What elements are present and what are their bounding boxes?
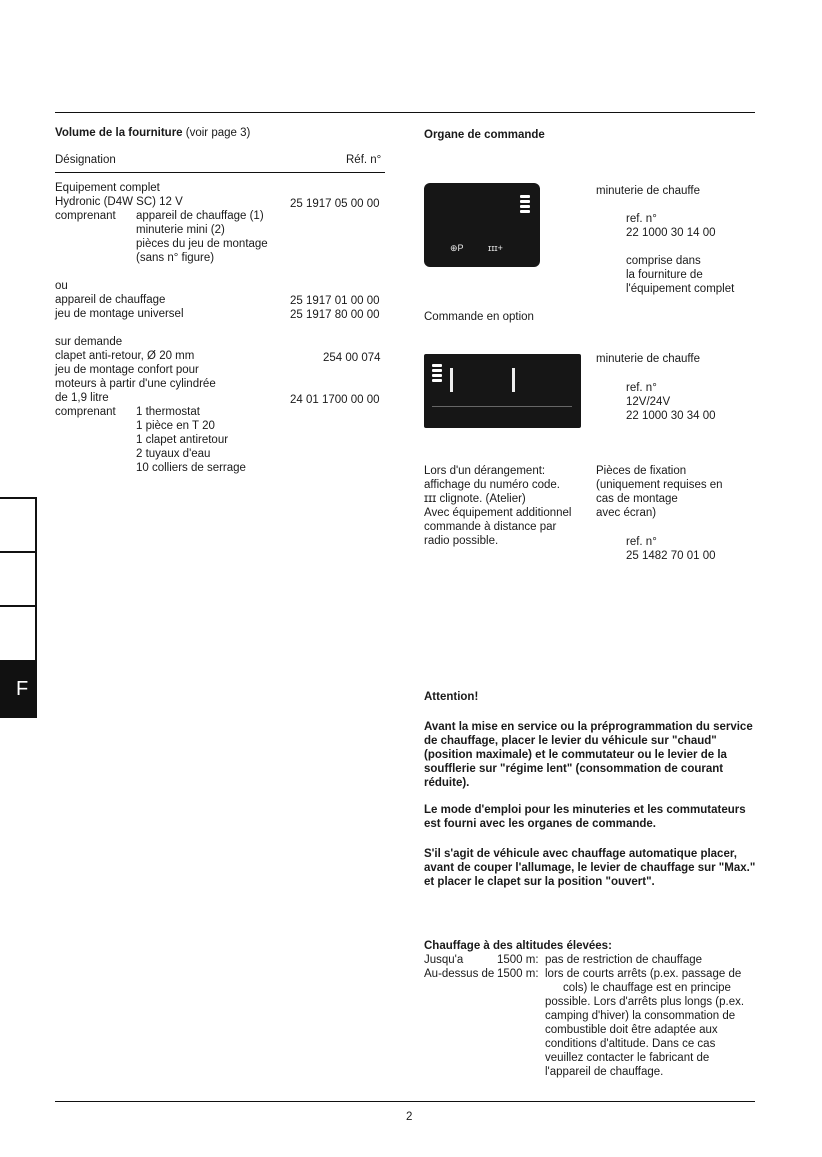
display-segment	[512, 368, 515, 392]
info-line: (uniquement requises en	[596, 479, 723, 491]
controls-title: Organe de commande	[424, 129, 545, 141]
note-line: l'équipement complet	[626, 283, 735, 295]
list-item: moteurs à partir d'une cylindrée	[55, 378, 216, 390]
tab-line-vertical	[35, 497, 37, 662]
tab-mark-1	[0, 497, 36, 499]
page-number: 2	[406, 1111, 413, 1123]
timer2-ref-label: ref. n°	[626, 382, 657, 394]
info-line: avec écran)	[596, 507, 657, 519]
timer2-name: minuterie de chauffe	[596, 353, 700, 365]
info-line: Avec équipement additionnel	[424, 507, 572, 519]
info-line: cas de montage	[596, 493, 678, 505]
option-label: Commande en option	[424, 311, 534, 323]
or-label: ou	[55, 280, 68, 292]
complete-title: Equipement complet	[55, 182, 160, 194]
heater-ref: 25 1917 01 00 00	[290, 295, 380, 307]
comprenant-label-2: comprenant	[55, 406, 116, 418]
language-tab-letter: F	[16, 678, 29, 700]
info-line: camping d'hiver) la consommation de	[545, 1010, 736, 1022]
info-line: cols) le chauffage est en principe	[563, 982, 731, 994]
attention-paragraph-2: Le mode d'emploi pour les minuteries et les commutateurs est fourni avec les organes de commande.	[424, 804, 746, 830]
list-item: pièces du jeu de montage	[136, 238, 268, 250]
tab-mark-3	[0, 605, 36, 607]
list-item: de 1,9 litre	[55, 392, 109, 404]
comfort-items	[136, 405, 246, 475]
timer1-ref-label: ref. n°	[626, 213, 657, 225]
fault-info	[424, 464, 571, 548]
fixing-parts	[596, 464, 723, 520]
display-segment	[450, 368, 453, 392]
col-ref: Réf. n°	[346, 154, 382, 166]
button-row-icon	[432, 406, 572, 421]
col-designation: Désignation	[55, 154, 116, 166]
list-item: 10 colliers de serrage	[136, 462, 246, 474]
comfort-ref: 24 01 1700 00 00	[290, 394, 380, 406]
timer2-ref: 22 1000 30 34 00	[626, 410, 716, 422]
note-line: comprise dans	[626, 255, 701, 267]
valve-ref: 254 00 074	[323, 352, 381, 364]
heater-logo-icon	[432, 362, 442, 384]
fix-ref: 25 1482 70 01 00	[626, 550, 716, 562]
supply-title: Volume de la fourniture (voir page 3)	[55, 127, 251, 139]
kit-ref: 25 1917 80 00 00	[290, 309, 380, 321]
attention-paragraph-1: Avant la mise en service ou la préprogrammation du service de chauffage, placer le levier du véhicule sur "chaud" (position maximale) et le commutateur ou le levier de la soufflerie sur "régime lent" (consommation de courant réduite).	[424, 721, 753, 789]
heater-logo-icon	[520, 193, 530, 215]
alt2-label: Au-dessus de	[424, 968, 495, 980]
list-item: 1 pièce en T 20	[136, 420, 215, 432]
info-line: l'appareil de chauffage.	[545, 1066, 664, 1078]
info-line: Pièces de fixation	[596, 465, 687, 477]
heat-button-label: ɪɪɪ+	[488, 243, 503, 253]
info-line: ɪɪɪ clignote. (Atelier)	[424, 493, 526, 505]
altitude-title: Chauffage à des altitudes élevées:	[424, 940, 612, 952]
list-item: (sans n° figure)	[136, 252, 215, 264]
info-line: conditions d'altitude. Dans ce cas	[545, 1038, 716, 1050]
language-tab	[0, 660, 37, 718]
kit-label: jeu de montage universel	[55, 308, 184, 320]
alt2-value: 1500 m:	[497, 968, 539, 980]
heater-label: appareil de chauffage	[55, 294, 166, 306]
info-line: lors de courts arrêts (p.ex. passage de	[545, 968, 742, 980]
alt1-label: Jusqu'a	[424, 954, 464, 966]
header-rule	[55, 172, 385, 173]
comprenant-label: comprenant	[55, 210, 116, 222]
list-item: jeu de montage confort pour	[55, 364, 199, 376]
alt1-text: pas de restriction de chauffage	[545, 954, 703, 966]
timer2-voltage: 12V/24V	[626, 396, 671, 408]
tab-mark-2	[0, 551, 36, 553]
note-line: la fourniture de	[626, 269, 703, 281]
top-rule	[55, 112, 755, 113]
optional-timer-image	[424, 354, 581, 428]
alt2-text	[545, 967, 744, 1079]
complete-ref: 25 1917 05 00 00	[290, 198, 380, 210]
list-item: 2 tuyaux d'eau	[136, 448, 211, 460]
complete-name: Hydronic (D4W SC) 12 V	[55, 196, 183, 208]
list-item: appareil de chauffage (1)	[136, 210, 264, 222]
fix-ref-label: ref. n°	[626, 536, 657, 548]
timer1-note	[626, 254, 734, 296]
mini-timer-image	[424, 183, 540, 267]
list-item: minuterie mini (2)	[136, 224, 225, 236]
comfort-kit	[55, 363, 216, 405]
attention-heading: Attention!	[424, 691, 479, 703]
info-line: veuillez contacter le fabricant de	[545, 1052, 710, 1064]
info-line: Lors d'un dérangement:	[424, 465, 546, 477]
info-line: possible. Lors d'arrêts plus longs (p.ex.	[545, 996, 745, 1008]
info-line: radio possible.	[424, 535, 499, 547]
timer1-name: minuterie de chauffe	[596, 185, 700, 197]
bottom-rule	[55, 1101, 755, 1102]
list-item: 1 thermostat	[136, 406, 200, 418]
alt1-value: 1500 m:	[497, 954, 539, 966]
on-request-label: sur demande	[55, 336, 123, 348]
complete-items	[136, 209, 268, 265]
timer1-ref: 22 1000 30 14 00	[626, 227, 716, 239]
attention-paragraph-3: S'il s'agit de véhicule avec chauffage automatique placer, avant de couper l'allumage, le levier de chauffage sur "Max." et placer le clapet sur la position "ouvert".	[424, 848, 756, 888]
info-line: combustible doit être adaptée aux	[545, 1024, 718, 1036]
info-line: affichage du numéro code.	[424, 479, 560, 491]
info-line: commande à distance par	[424, 521, 557, 533]
timer-button-label: ⊕P	[450, 243, 464, 253]
valve-label: clapet anti-retour, Ø 20 mm	[55, 350, 195, 362]
list-item: 1 clapet antiretour	[136, 434, 229, 446]
